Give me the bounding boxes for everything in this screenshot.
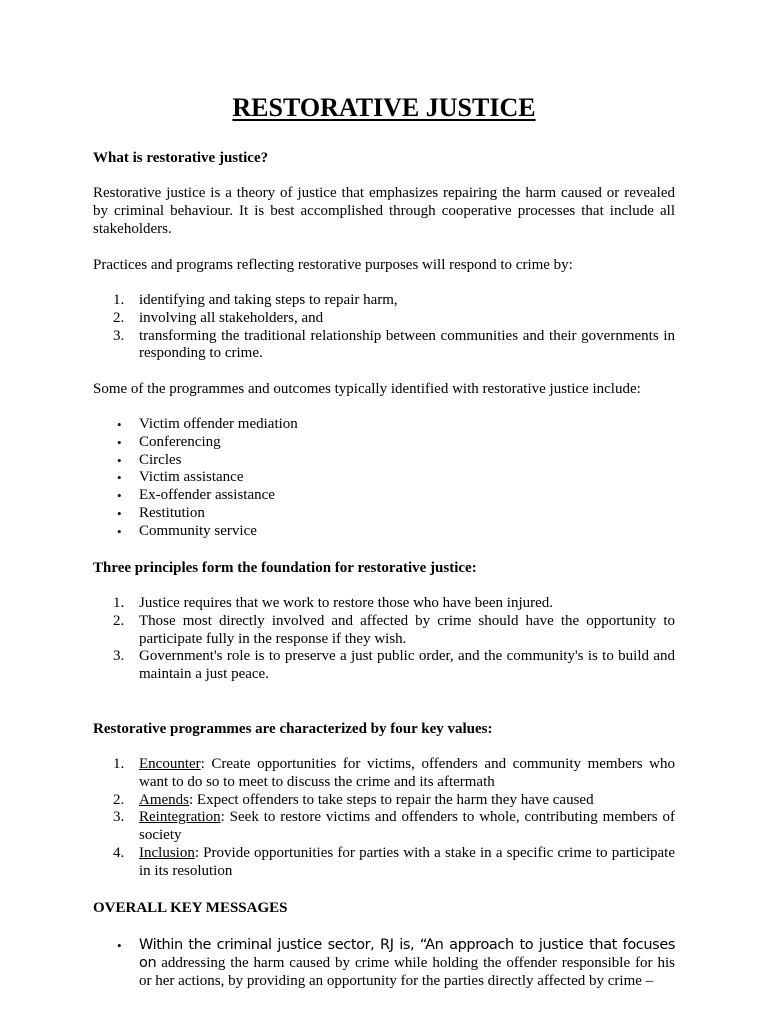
value-term: Reintegration xyxy=(139,809,221,826)
principles-list xyxy=(93,595,675,684)
value-term: Encounter xyxy=(139,756,201,772)
list-item: • Victim offender mediation xyxy=(117,416,298,432)
practices-list xyxy=(93,292,675,363)
list-item: • Restitution xyxy=(117,504,205,521)
list-item: 2. Those most directly involved and affected by crime should have the opportunity to participate fully in the response if they wish. xyxy=(113,612,675,647)
bullet-icon: • xyxy=(117,417,122,432)
list-item: • Circles xyxy=(117,451,182,468)
list-item: 1. Justice requires that we work to restore those who have been injured. xyxy=(113,595,554,611)
key-messages-heading: OVERALL KEY MESSAGES xyxy=(93,900,288,916)
list-item: 4. Inclusion: Provide opportunities for parties with a stake in a specific crime to participate in its resolution xyxy=(113,844,675,879)
value-term: Amends xyxy=(139,791,189,808)
principles-heading: Three principles form the foundation for restorative justice: xyxy=(93,560,477,576)
list-item: • Victim assistance xyxy=(117,469,244,486)
list-item: 1. identifying and taking steps to repair harm, xyxy=(113,292,398,308)
value-term: Inclusion xyxy=(139,844,195,861)
values-list xyxy=(93,756,675,881)
definition-paragraph: Restorative justice is a theory of justice that emphasizes repairing the harm caused or revealed by criminal behaviour. It is best accomplished through cooperative processes that include all stakeholders. xyxy=(93,185,675,237)
list-item: • Ex-offender assistance xyxy=(117,487,275,504)
list-item: 3. transforming the traditional relationship between communities and their governments in responding to crime. xyxy=(113,327,675,362)
list-item: 3. Government's role is to preserve a just public order, and the community's is to build and maintain a just peace. xyxy=(113,648,675,683)
bullet-icon: • xyxy=(117,505,122,521)
document-title: RESTORATIVE JUSTICE xyxy=(232,93,536,122)
list-item: • Community service xyxy=(117,522,257,539)
list-item: 2. involving all stakeholders, and xyxy=(113,309,324,326)
list-item: • Within the criminal justice sector, RJ is, “An approach to justice that focuses on addressing the harm caused by crime while holding the offender responsible for his or her actions, by providing an opportunity for the parties directly affected by crime – xyxy=(117,937,675,989)
bullet-icon: • xyxy=(117,488,122,504)
programmes-intro: Some of the programmes and outcomes typically identified with restorative justice include: xyxy=(93,381,641,397)
values-heading: Restorative programmes are characterized by four key values: xyxy=(93,721,493,737)
bullet-icon: • xyxy=(117,434,122,450)
practices-intro: Practices and programs reflecting restorative purposes will respond to crime by: xyxy=(93,257,573,273)
list-item: 1. Encounter: Create opportunities for victims, offenders and community members who want to do so to meet to discuss the crime and its aftermath xyxy=(113,756,675,790)
bullet-icon: • xyxy=(117,470,122,486)
programmes-list xyxy=(93,416,675,541)
list-item: 3. Reintegration: Seek to restore victims and offenders to whole, contributing members of society xyxy=(113,809,675,844)
list-item: • Conferencing xyxy=(117,433,221,450)
key-messages-list xyxy=(93,937,675,990)
bullet-icon: • xyxy=(117,523,122,539)
bullet-icon: • xyxy=(117,938,122,953)
question-heading: What is restorative justice? xyxy=(93,150,269,166)
list-item: 2. Amends: Expect offenders to take steps to repair the harm they have caused xyxy=(113,791,594,808)
bullet-icon: • xyxy=(117,452,122,468)
